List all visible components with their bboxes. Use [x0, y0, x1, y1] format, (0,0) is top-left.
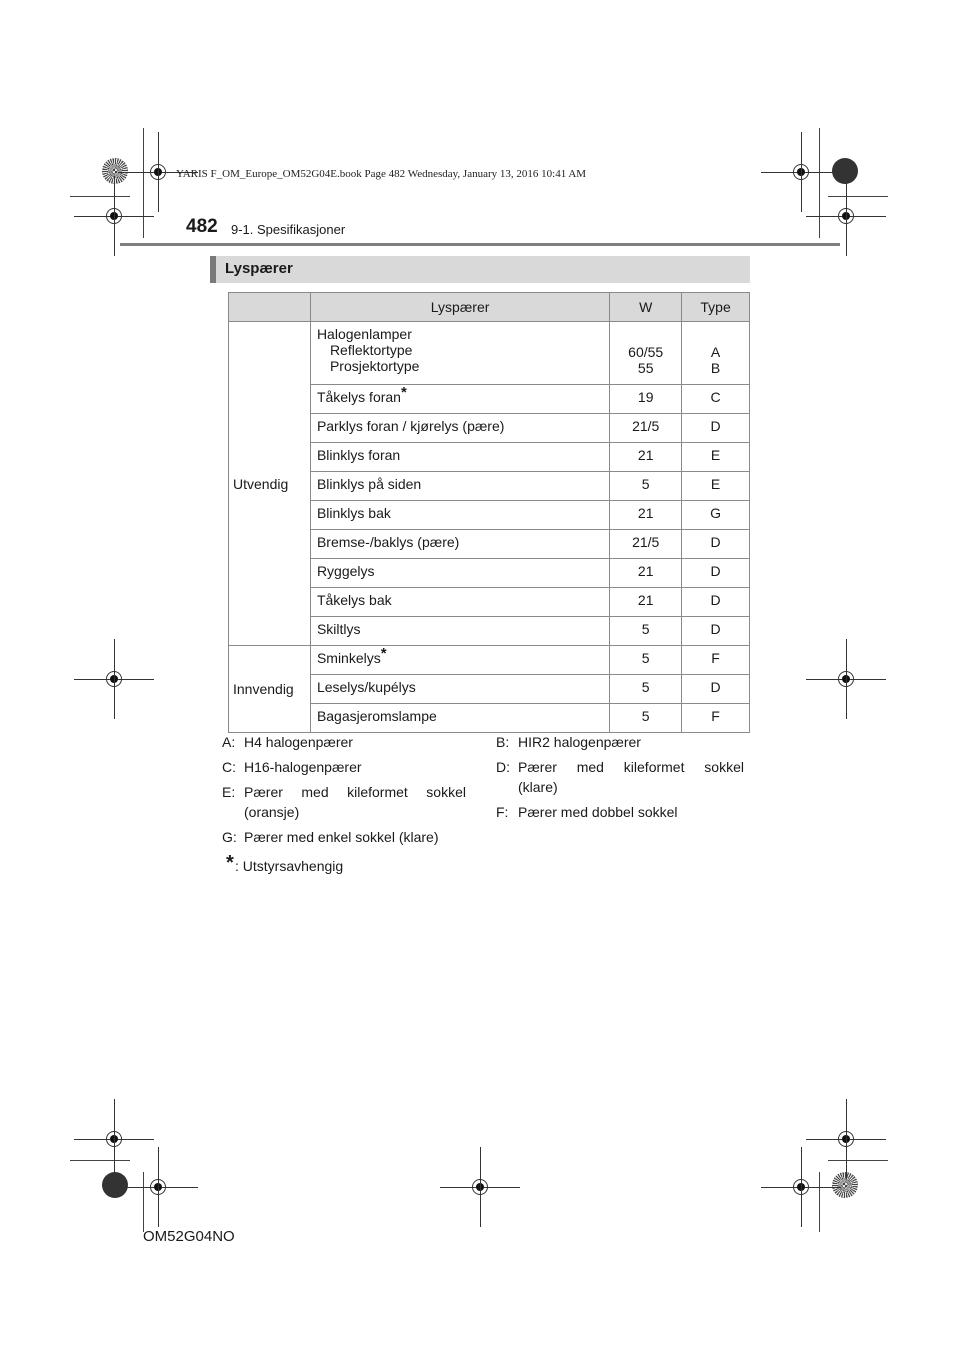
legend-b [496, 734, 746, 752]
chapter-title: 9-1. Spesifikasjoner [231, 222, 346, 237]
page-number: 482 [186, 216, 218, 237]
legend-key: F: [496, 804, 509, 820]
bulb-name: Blinklys bak [310, 501, 609, 530]
bulb-name: Parklys foran / kjørelys (pære) [310, 414, 609, 443]
legend-g [222, 829, 482, 847]
bulb-type: D [682, 617, 750, 646]
bulb-type: E [682, 472, 750, 501]
column-header-type: Type [682, 293, 750, 322]
bulb-watt: 21/5 [610, 530, 682, 559]
bulb-subtype: Reflektortype [329, 342, 413, 358]
bulb-watt: 5 [610, 675, 682, 704]
bulb-name: Sminkelys [316, 650, 381, 666]
bulb-watt: 60/55 [628, 344, 664, 360]
bulb-watt: 21 [610, 588, 682, 617]
legend-d [496, 759, 746, 799]
optional-asterisk: * [400, 384, 407, 401]
bulb-name: Bremse-/baklys (pære) [310, 530, 609, 559]
legend-text: Pærer med kileformet sokkel [244, 784, 466, 800]
bulb-watt: 5 [610, 472, 682, 501]
group-label-interior: Innvendig [229, 646, 311, 733]
bulb-name: Tåkelys foran [316, 389, 401, 405]
bulb-type: D [682, 675, 750, 704]
column-header-bulbs: Lyspærer [310, 293, 609, 322]
bulb-type: G [682, 501, 750, 530]
bulb-watt: 21 [610, 501, 682, 530]
legend-text: H4 halogenpærer [244, 734, 353, 750]
table-row [229, 322, 750, 385]
table-row [229, 646, 750, 675]
legend-text: Pærer med enkel sokkel (klare) [244, 829, 439, 845]
legend-footnote [226, 852, 426, 876]
column-header [229, 293, 311, 322]
bulb-type: A [710, 344, 721, 360]
crop-line [819, 128, 820, 238]
legend-key: B: [496, 734, 510, 750]
bulb-name: Bagasjeromslampe [310, 704, 609, 733]
footnote-text: : Utstyrsavhengig [235, 858, 344, 874]
legend-text: Pærer med kileformet sokkel [518, 759, 744, 775]
bulb-subtype: Prosjektortype [329, 358, 420, 374]
bulb-type: B [710, 360, 721, 376]
bulb-watt: 21 [610, 443, 682, 472]
section-heading-bar [210, 256, 750, 283]
table-header-row [229, 293, 750, 322]
crop-line [143, 1172, 144, 1232]
crop-line [70, 1160, 130, 1161]
legend-a [222, 734, 472, 752]
bulb-type: D [682, 559, 750, 588]
crop-line [828, 1160, 888, 1161]
column-header-watt: W [610, 293, 682, 322]
section-title: Lyspærer [225, 260, 293, 277]
bulb-name: Ryggelys [310, 559, 609, 588]
legend-text: Pærer med dobbel sokkel [518, 804, 678, 820]
legend-key: C: [222, 759, 236, 775]
crop-line [828, 196, 888, 197]
bulb-name: Blinklys foran [310, 443, 609, 472]
legend-text: (oransje) [244, 804, 300, 820]
legend-key: D: [496, 759, 510, 775]
bulb-watt: 5 [610, 704, 682, 733]
bulb-name: Skiltlys [310, 617, 609, 646]
bulb-type: D [682, 588, 750, 617]
crop-line [143, 128, 144, 238]
registration-disc-icon [102, 1172, 128, 1198]
legend-e [222, 784, 472, 824]
bulb-type: E [682, 443, 750, 472]
legend-text: (klare) [518, 779, 558, 795]
bulb-type: F [682, 704, 750, 733]
footer-code: OM52G04NO [143, 1228, 235, 1245]
legend-f [496, 804, 746, 822]
bulb-table [228, 292, 750, 733]
bulb-type: F [682, 646, 750, 675]
legend-key: E: [222, 784, 236, 800]
legend-c [222, 759, 472, 777]
bulb-watt: 21 [610, 559, 682, 588]
header-rule [120, 243, 840, 246]
bulb-type: D [682, 530, 750, 559]
group-label-exterior: Utvendig [229, 322, 311, 646]
bulb-watt: 55 [637, 360, 654, 376]
bulb-watt: 5 [610, 646, 682, 675]
optional-asterisk: * [380, 645, 387, 662]
bulb-type: C [682, 385, 750, 414]
legend-text: H16-halogenpærer [244, 759, 362, 775]
bulb-name: Leselys/kupélys [310, 675, 609, 704]
legend-key: A: [222, 734, 236, 750]
bulb-watt: 19 [610, 385, 682, 414]
legend-text: HIR2 halogenpærer [518, 734, 641, 750]
bulb-watt: 21/5 [610, 414, 682, 443]
print-info: YARIS F_OM_Europe_OM52G04E.book Page 482 Wednesday, January 13, 2016 10:41 AM [176, 168, 587, 180]
bulb-name: Halogenlamper [316, 326, 412, 342]
bulb-type: D [682, 414, 750, 443]
crop-line [819, 1172, 820, 1232]
legend-key: G: [222, 829, 237, 845]
bulb-watt: 5 [610, 617, 682, 646]
footnote-asterisk: * [226, 852, 234, 874]
bulb-name: Tåkelys bak [310, 588, 609, 617]
bulb-name: Blinklys på siden [310, 472, 609, 501]
crop-line [70, 196, 130, 197]
